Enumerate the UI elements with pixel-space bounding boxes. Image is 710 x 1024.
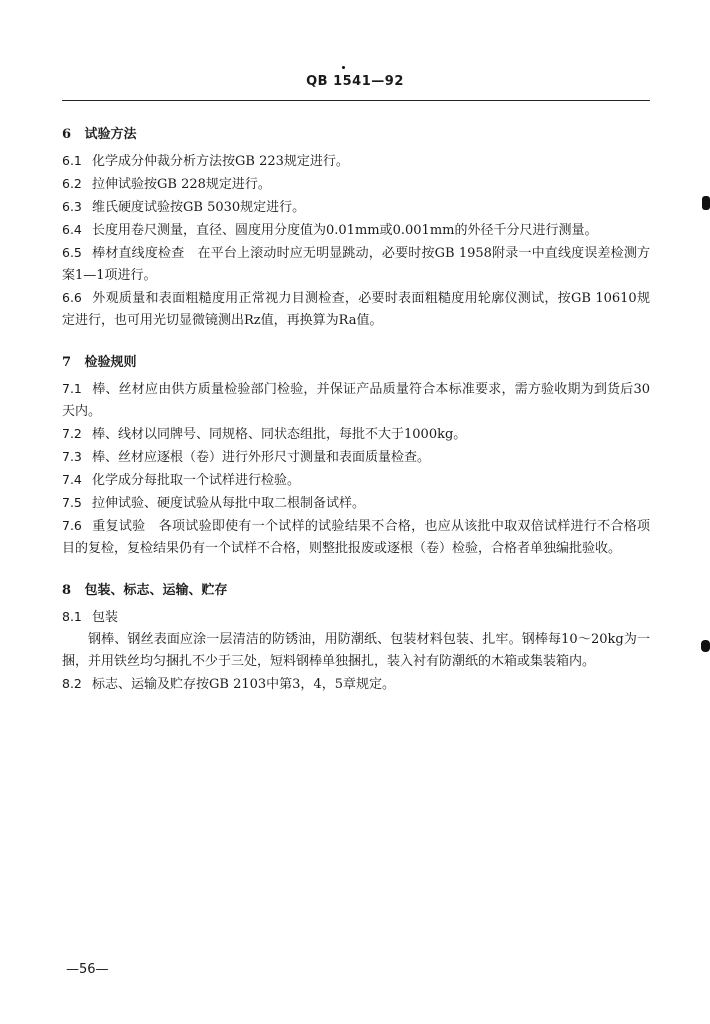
clause-number: 7.5: [62, 495, 82, 510]
clause-number: 6.2: [62, 176, 82, 191]
clause: [62, 219, 650, 242]
section-title: [62, 124, 650, 146]
section-spacer: [62, 560, 650, 580]
section-heading: 检验规则: [84, 355, 137, 370]
section-8: [62, 580, 650, 696]
clause-number: 8.2: [62, 676, 82, 691]
clause-text: 棒材直线度检查 在平台上滚动时应无明显跳动，必要时按GB 1958附录一中直线度误差检测方案1—1项进行。: [62, 246, 650, 283]
section-number: 8: [62, 583, 72, 598]
clause-number: 7.1: [62, 381, 82, 396]
clause-number: 7.4: [62, 472, 82, 487]
document-body: [62, 124, 650, 696]
clause-number: 7.3: [62, 449, 82, 464]
clause-number: 6.4: [62, 222, 82, 237]
clause: [62, 173, 650, 196]
scan-mark: [702, 196, 710, 210]
clause-text: 化学成分每批取一个试样进行检验。: [92, 473, 301, 488]
clause: [62, 492, 650, 515]
standard-code-header: QB 1541—92: [306, 74, 404, 89]
header-rule: [62, 100, 650, 101]
clause: [62, 469, 650, 492]
clause-text: 拉伸试验按GB 228规定进行。: [92, 177, 271, 192]
clause: [62, 287, 650, 332]
packaging-paragraph: 钢棒、钢丝表面应涂一层清洁的防锈油，用防潮纸、包装材料包装、扎牢。钢棒每10～20kg为一捆，并用铁丝均匀捆扎不少于三处，短料钢棒单独捆扎，装入衬有防潮纸的木箱或集装箱内。: [62, 632, 650, 669]
clause: [62, 446, 650, 469]
clause: [62, 150, 650, 173]
clause-text: 拉伸试验、硬度试验从每批中取二根制备试样。: [92, 496, 366, 511]
clause-number: 6.3: [62, 199, 82, 214]
clause: [62, 515, 650, 560]
clause-text: 重复试验 各项试验即使有一个试样的试验结果不合格，也应从该批中取双倍试样进行不合格项目的复检，复检结果仍有一个试样不合格，则整批报废或逐根（卷）检验，合格者单独编批验收。: [62, 519, 650, 556]
section-6: [62, 124, 650, 332]
clause-text: 棒、丝材应由供方质量检验部门检验，并保证产品质量符合本标准要求，需方验收期为到货后30天内。: [62, 382, 650, 419]
section-number: 6: [62, 127, 72, 142]
scan-mark: [701, 640, 710, 652]
clause-number: 6.6: [62, 290, 82, 305]
clause-number: 7.6: [62, 518, 82, 533]
clause-text: 外观质量和表面粗糙度用正常视力目测检查，必要时表面粗糙度用轮廓仪测试，按GB 10610规定进行，也可用光切显微镜测出Rz值，再换算为Ra值。: [62, 291, 650, 328]
clause-text: 维氏硬度试验按GB 5030规定进行。: [92, 200, 306, 215]
clause: [62, 673, 650, 696]
scan-mark: [342, 66, 345, 69]
section-heading: 试验方法: [84, 127, 137, 142]
section-title: [62, 580, 650, 602]
clause-text: 长度用卷尺测量，直径、圆度用分度值为0.01mm或0.001mm的外径千分尺进行测量。: [92, 223, 598, 238]
page-number: —56—: [66, 962, 109, 977]
clause-number: 6.1: [62, 153, 82, 168]
clause-text: 包装: [92, 610, 119, 625]
section-heading: 包装、标志、运输、贮存: [84, 583, 228, 598]
clause-text: 棒、线材以同牌号、同规格、同状态组批，每批不大于1000kg。: [92, 427, 467, 442]
clause-text: 棒、丝材应逐根（卷）进行外形尺寸测量和表面质量检查。: [92, 450, 431, 465]
clause: [62, 378, 650, 423]
section-title: [62, 352, 650, 374]
clause-text: 化学成分仲裁分析方法按GB 223规定进行。: [92, 154, 349, 169]
clause: [62, 196, 650, 219]
clause-text: 标志、运输及贮存按GB 2103中第3，4，5章规定。: [92, 677, 395, 692]
section-spacer: [62, 332, 650, 352]
clause-number: 7.2: [62, 426, 82, 441]
clause: [62, 423, 650, 446]
section-7: [62, 352, 650, 560]
section-number: 7: [62, 355, 72, 370]
clause-number: 6.5: [62, 245, 82, 260]
clause: [62, 242, 650, 287]
clause-number: 8.1: [62, 609, 82, 624]
clause: [62, 606, 650, 629]
